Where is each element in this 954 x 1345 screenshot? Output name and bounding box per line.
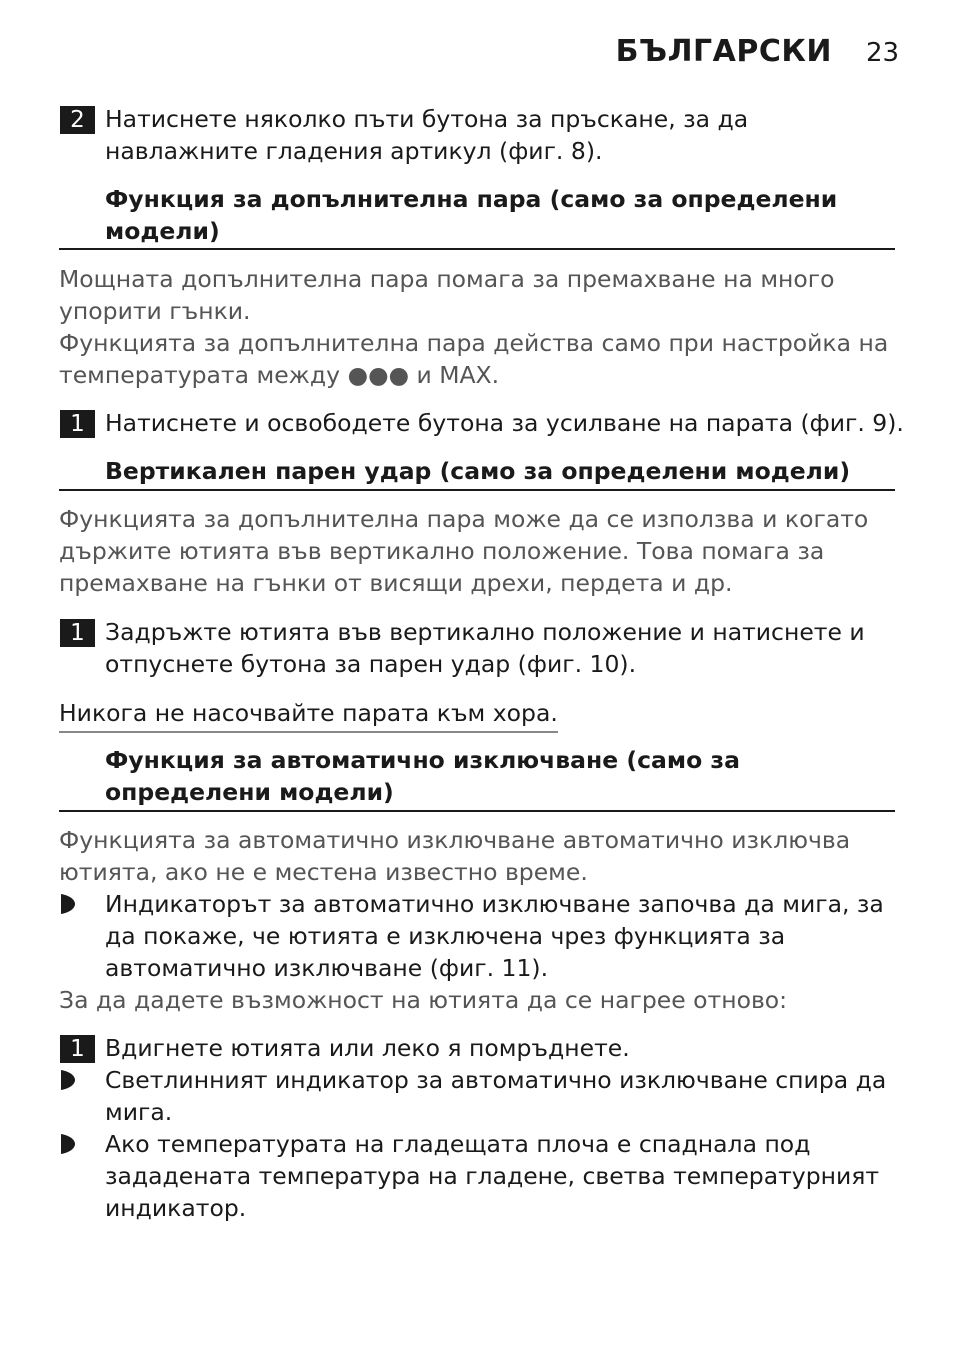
section-divider (59, 489, 895, 491)
step-number: 1 (60, 619, 95, 647)
bullet-icon (60, 1069, 76, 1091)
language-title: БЪЛГАРСКИ (615, 34, 832, 69)
page-number: 23 (866, 38, 900, 68)
step-text: Задръжте ютията във вертикално положение и натиснете и отпуснете бутона за парен удар (фиг. 10). (105, 618, 865, 678)
section-heading-auto-off: Функция за автоматично изключване (само за определени модели) (105, 746, 740, 806)
section-divider (59, 810, 895, 812)
bullet-text: Ако температурата на гладещата плоча е спаднала под зададената температура на гладене, светва температурният индикатор. (105, 1130, 880, 1222)
bullet-icon (60, 893, 76, 915)
paragraph: За да дадете възможност на ютията да се нагрее отново: (59, 986, 788, 1014)
paragraph: Мощната допълнителна пара помага за премахване на много упорити гънки. (59, 265, 835, 325)
paragraph: Функцията за допълнителна пара може да се използва и когато държите ютията във вертикално положение. Това помага за премахване на гънки от висящи дрехи, пердета и др. (59, 505, 869, 597)
step-text: Вдигнете ютията или леко я помръднете. (105, 1034, 630, 1062)
warning-note: Никога не насочвайте парата към хора. (59, 697, 558, 733)
paragraph: Функцията за автоматично изключване автоматично изключва ютията, ако не е местена известно време. (59, 826, 851, 886)
step-number: 2 (60, 106, 95, 134)
step-number: 1 (60, 1035, 95, 1063)
bullet-text: Индикаторът за автоматично изключване започва да мига, за да покаже, че ютията е изключена чрез функцията за автоматично изключване (фиг. 11). (105, 890, 884, 982)
section-heading-steam-boost: Функция за допълнителна пара (само за определени модели) (105, 185, 838, 245)
section-divider (59, 248, 895, 250)
paragraph: Функцията за допълнителна пара действа само при настройка на температурата между ●●● и MAX. (59, 329, 889, 389)
bullet-text: Светлинният индикатор за автоматично изключване спира да мига. (105, 1066, 887, 1126)
step-number: 1 (60, 410, 95, 438)
step-text: Натиснете и освободете бутона за усилване на парата (фиг. 9). (105, 409, 904, 437)
bullet-icon (60, 1133, 76, 1155)
section-heading-vertical-steam: Вертикален парен удар (само за определени модели) (105, 457, 851, 485)
step-text: Натиснете няколко пъти бутона за пръскане, за да навлажните гладения артикул (фиг. 8). (105, 105, 749, 165)
